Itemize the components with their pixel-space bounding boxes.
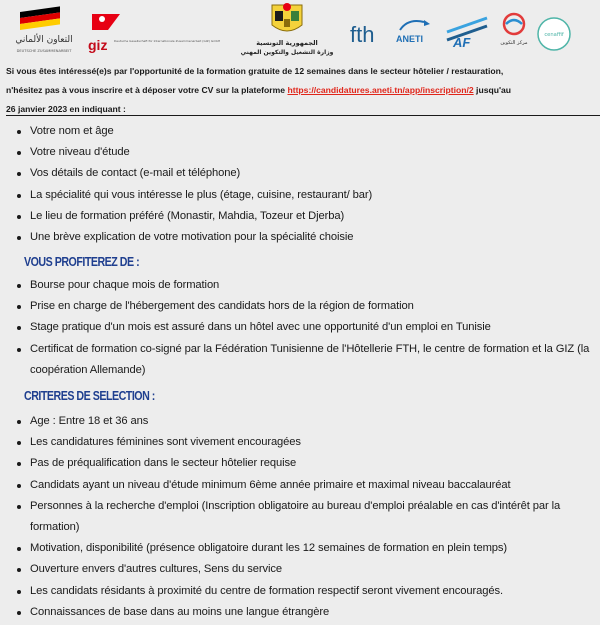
list-item: Prise en charge de l'hébergement des candidats hors de la région de formation [15,296,595,317]
german-cooperation-subtext: DEUTSCHE ZUSAMMENARBEIT [16,49,72,53]
training-center-text: مركز التكوين [500,40,528,46]
logo-strip [0,0,599,62]
intro-line3: 26 janvier 2023 en indiquant : [6,104,126,114]
list-item: Votre niveau d'étude [15,142,595,163]
aneti-logo [394,16,440,48]
intro-line1: Si vous êtes intéressé(e)s par l'opportunité de la formation gratuite de 12 semaines dans le secteur hôtelier / restauration, [6,66,504,76]
tunisia-coat-of-arms-icon [272,3,302,31]
intro-divider [6,115,600,116]
fth-text: fth [350,22,375,47]
giz-text: giz [88,37,108,53]
list-item: Candidats ayant un niveau d'étude minimum 6ème année primaire et maximal niveau baccalauréat [15,475,595,496]
list-item: Age : Entre 18 et 36 ans [15,411,595,432]
ministry-emblem [232,1,342,61]
criteria-list [15,411,595,623]
criteria-heading: CRITERES DE SELECTION : [24,388,155,403]
list-item: Certificat de formation co-signé par la Fédération Tunisienne de l'Hôtellerie FTH, le centre de formation et la GIZ (la coopération Allemande) [15,339,595,381]
benefits-heading: VOUS PROFITEREZ DE : [24,254,140,269]
list-item: Le lieu de formation préféré (Monastir, Mahdia, Tozeur et Djerba) [15,206,595,227]
list-item: Bourse pour chaque mois de formation [15,275,595,296]
giz-logo [84,6,221,56]
list-item: Connaissances de base dans au moins une langue étrangère [15,602,595,623]
list-item: La spécialité qui vous intéresse le plus (étage, cuisine, restaurant/ bar) [15,185,595,206]
intro-line2-end: jusqu'au [473,85,512,95]
giz-subtext: Deutsche Gesellschaft für Internationale Zusammenarbeit (GIZ) GmbH [114,39,221,43]
af-text: AF [453,35,471,50]
intro-line2 [6,81,594,100]
list-item: Les candidats résidants à proximité du centre de formation respectif seront vivement encouragés. [15,581,595,602]
list-item: Motivation, disponibilité (présence obligatoire durant les 12 semaines de formation en plein temps) [15,538,595,559]
list-item: Ouverture envers d'autres cultures, Sens du service [15,559,595,580]
intro-line2-start: n'hésitez pas à vous inscrire et à déposer votre CV sur la plateforme [6,85,288,95]
cenaffif-text: cenaffif [544,32,564,38]
list-item: Votre nom et âge [15,121,595,142]
list-item: Les candidatures féminines sont vivement encouragées [15,432,595,453]
benefits-list [15,275,595,381]
list-item: Personnes à la recherche d'emploi (Inscription obligatoire au bureau d'emploi préalable en cas d'intérêt par la formation) [15,496,595,538]
aneti-text: ANETI [396,34,423,44]
german-cooperation-logo [8,8,82,56]
list-item: Pas de préqualification dans le secteur hôtelier requise [15,453,595,474]
af-logo [443,14,491,50]
list-item: Une brève explication de votre motivation pour la spécialité choisie [15,227,595,248]
requirements-list [15,121,595,248]
german-cooperation-text: التعاون الألماني [15,35,73,45]
cenaffif-logo [536,16,572,52]
application-link[interactable]: https://candidatures.aneti.tn/app/inscription/2 [287,85,474,95]
ministry-line1: الجمهورية التونسية [256,39,318,47]
intro-paragraph [6,62,594,119]
training-center-logo [494,10,534,54]
ministry-line2: وزارة التشغيل والتكوين المهني [240,49,334,56]
list-item: Stage pratique d'un mois est assuré dans un hôtel avec une opportunité d'un emploi en Tunisie [15,317,595,338]
list-item: Vos détails de contact (e-mail et téléphone) [15,163,595,184]
fth-logo [348,14,380,50]
